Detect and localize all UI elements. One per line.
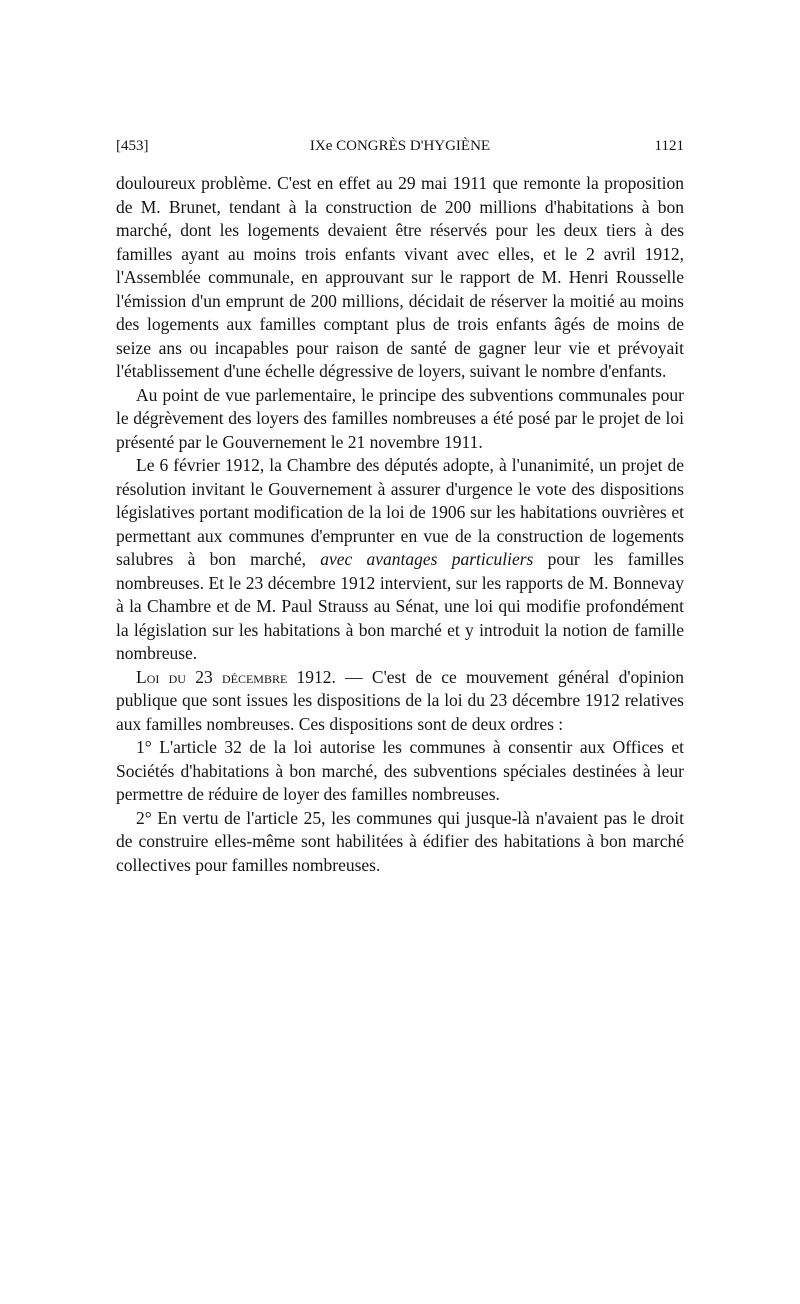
section-heading-loi: Loi du 23 décembre 1912. — [136, 666, 336, 687]
paragraph-4-text: — C'est de ce mouvement général d'opinion publique que sont issues les dispositions de la loi du 23 décembre 1912 relatives aux familles nombreuses. Ces dispositions sont de deux ordres : — [116, 666, 684, 734]
body-text — [116, 172, 684, 877]
paragraph-4 — [116, 666, 684, 737]
page-number: 1121 — [654, 138, 684, 154]
running-title: IXe CONGRÈS D'HYGIÈNE — [309, 138, 491, 154]
page-bracket-number: [453] — [116, 138, 149, 154]
paragraph-3-text-a: Le 6 février 1912, la Chambre des députés adopte, à l'unanimité, un projet de résolution invitant le Gouvernement à assurer d'urgence le vote des dispositions législatives portant modification de la loi de 1906 sur les habitations ouvrières et permettant aux communes d'emprunter en vue de la construction de logements salubres à bon marché, — [116, 455, 684, 569]
paragraph-6: 2° En vertu de l'article 25, les communes qui jusque-là n'avaient pas le droit de construire elles-même sont habilitées à édifier des habitations à bon marché collectives pour familles nombreuses. — [116, 807, 684, 875]
paragraph-5: 1° L'article 32 de la loi autorise les communes à consentir aux Offices et Sociétés d'habitations à bon marché, des subventions spéciales destinées à leur permettre de réduire de loyer des familles nombreuses. — [116, 737, 684, 804]
page-header — [116, 138, 684, 158]
paragraph-1: douloureux problème. C'est en effet au 29 mai 1911 que remonte la proposition de M. Brunet, tendant à la construction de 200 millions d'habitations à bon marché, dont les logements devaient être réservés pour les deux tiers à des familles ayant au moins trois enfants vivant avec elles, et le 2 avril 1912, l'Assemblée communale, en approuvant sur le rapport de M. Henri Rousselle l'émission d'un emprunt de 200 millions, décidait de réserver la moitié au moins des logements aux familles comptant plus de trois enfants âgés de moins de seize ans ou incapables pour raison de santé de gagner leur vie et prévoyait l'établissement d'une échelle dégressive de loyers, suivant le nombre d'enfants. — [116, 173, 684, 381]
paragraph-3-italic: avec avantages particuliers — [320, 549, 534, 569]
paragraph-3 — [116, 454, 684, 666]
paragraph-3-text-b: pour les familles nombreuses. Et le 23 décembre 1912 intervient, sur les rapports de M. Bonnevay à la Chambre et de M. Paul Strauss au Sénat, une loi qui modifie profondément la législation sur les habitations à bon marché et y introduit la notion de famille nombreuse. — [116, 549, 684, 663]
paragraph-2: Au point de vue parlementaire, le principe des subventions communales pour le dégrèvement des loyers des familles nombreuses a été posé par le projet de loi présenté par le Gouvernement le 21 novembre 1911. — [116, 384, 684, 452]
